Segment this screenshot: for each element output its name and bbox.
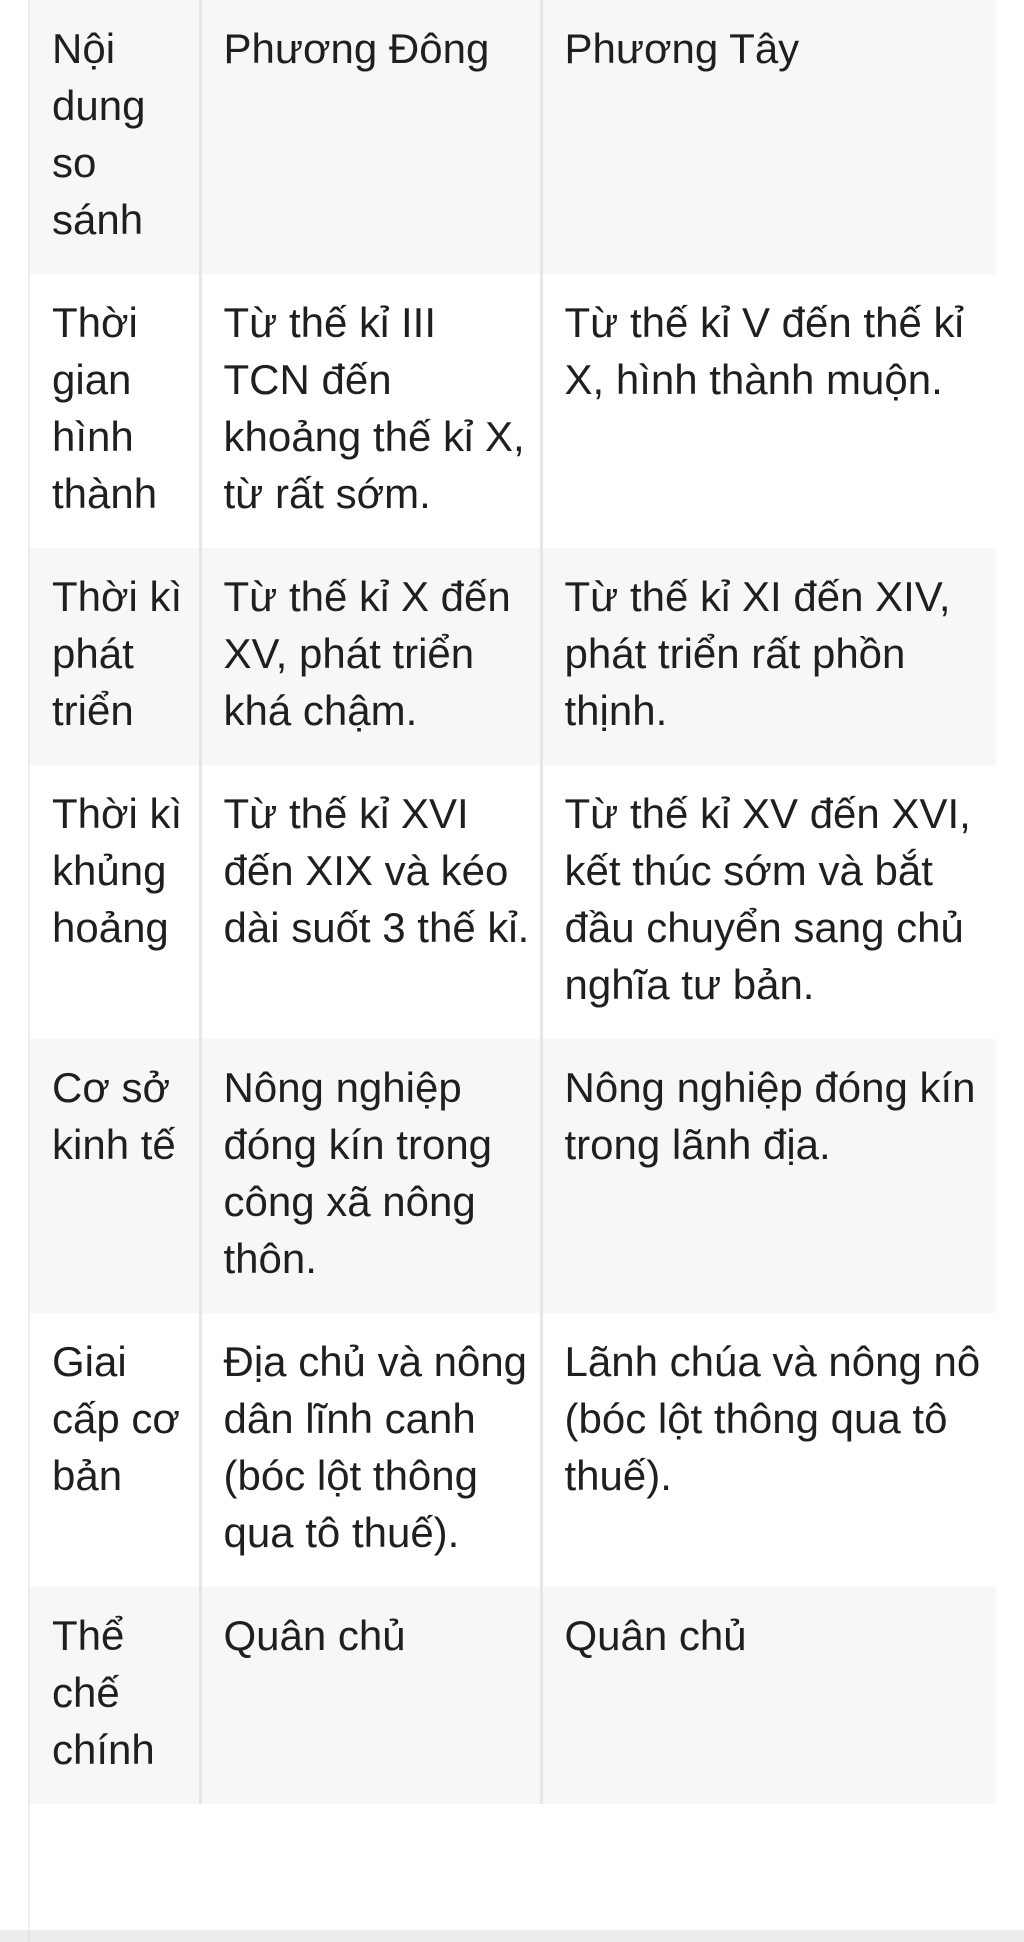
east-cell: Quân chủ (200, 1587, 541, 1804)
row-label: Giai cấp cơ bản (30, 1313, 200, 1587)
row-label: Thời kì khủng hoảng (30, 765, 200, 1039)
east-cell: Địa chủ và nông dân lĩnh canh (bóc lột thông qua tô thuế). (200, 1313, 541, 1587)
table-row (30, 765, 996, 1039)
west-cell: Từ thế kỉ V đến thế kỉ X, hình thành muộn. (541, 274, 996, 548)
west-cell: Lãnh chúa và nông nô (bóc lột thông qua tô thuế). (541, 1313, 996, 1587)
comparison-table (30, 0, 996, 1804)
table-header-row (30, 0, 996, 274)
header-cell-east: Phương Đông (200, 0, 541, 274)
table-row (30, 1039, 996, 1313)
row-label: Thời kì phát triển (30, 548, 200, 765)
east-cell: Từ thế kỉ XVI đến XIX và kéo dài suốt 3 thế kỉ. (200, 765, 541, 1039)
east-cell: Từ thế kỉ X đến XV, phát triển khá chậm. (200, 548, 541, 765)
west-cell: Từ thế kỉ XI đến XIV, phát triển rất phồn thịnh. (541, 548, 996, 765)
east-cell: Từ thế kỉ III TCN đến khoảng thế kỉ X, từ rất sớm. (200, 274, 541, 548)
header-cell-west: Phương Tây (541, 0, 996, 274)
row-label: Cơ sở kinh tế (30, 1039, 200, 1313)
table-row (30, 1587, 996, 1804)
row-label: Thời gian hình thành (30, 274, 200, 548)
east-cell: Nông nghiệp đóng kín trong công xã nông thôn. (200, 1039, 541, 1313)
header-cell-criteria: Nội dung so sánh (30, 0, 200, 274)
table-row (30, 274, 996, 548)
west-cell: Từ thế kỉ XV đến XVI, kết thúc sớm và bắt đầu chuyển sang chủ nghĩa tư bản. (541, 765, 996, 1039)
table-row (30, 548, 996, 765)
west-cell: Nông nghiệp đóng kín trong lãnh địa. (541, 1039, 996, 1313)
west-cell: Quân chủ (541, 1587, 996, 1804)
row-label: Thể chế chính (30, 1587, 200, 1804)
table-row (30, 1313, 996, 1587)
bottom-edge-shadow (0, 1930, 1024, 1942)
comparison-table-container (30, 0, 996, 1942)
